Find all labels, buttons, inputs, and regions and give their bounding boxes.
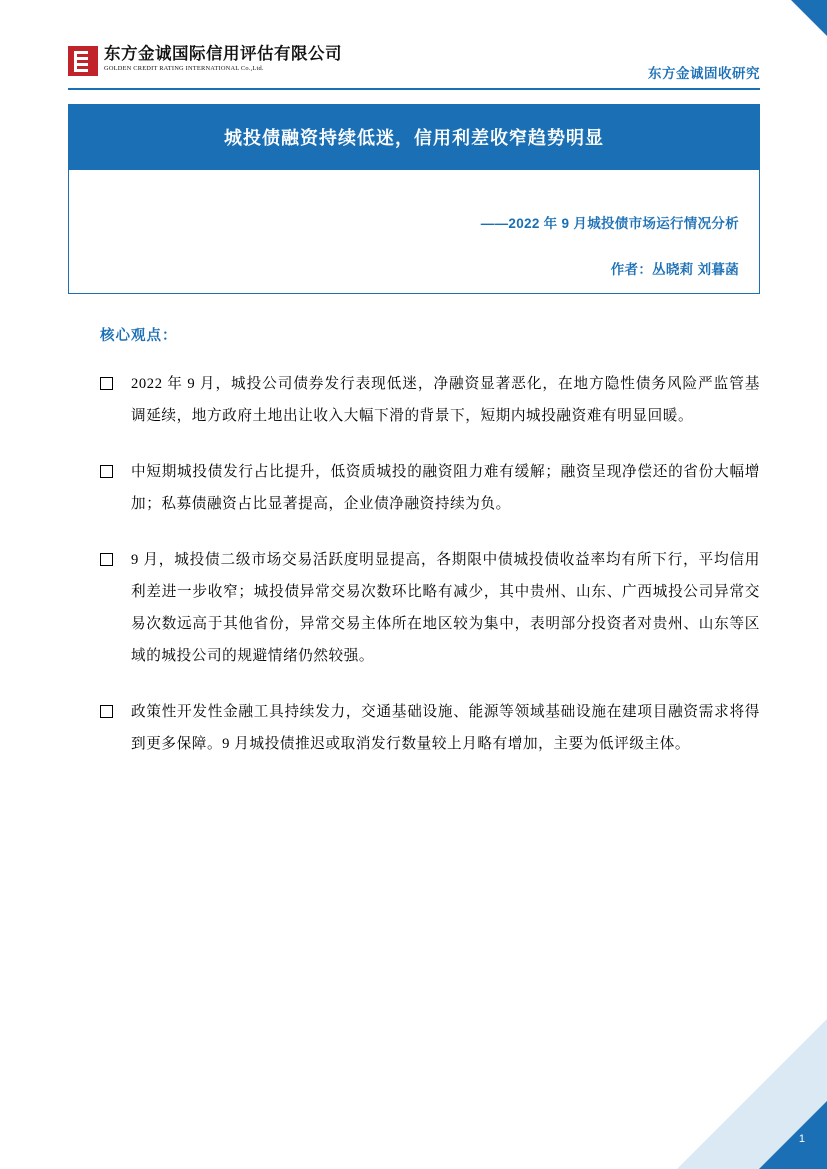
list-item	[100, 456, 760, 520]
list-item-text: 2022 年 9 月，城投公司债券发行表现低迷，净融资显著恶化，在地方隐性债务风险严监管基调延续，地方政府土地出让收入大幅下滑的背景下，短期内城投融资难有明显回暖。	[131, 376, 760, 424]
core-points-list	[100, 368, 760, 784]
company-logo	[68, 44, 342, 76]
company-name-cn: 东方金诚国际信用评估有限公司	[104, 44, 342, 63]
header-research-label: 东方金诚固收研究	[648, 66, 760, 81]
corner-decoration-bottom-right-dark	[759, 1101, 827, 1169]
document-subtitle: ——2022 年 9 月城投债市场运行情况分析	[480, 216, 739, 231]
logo-mark-icon	[68, 46, 98, 76]
list-item	[100, 368, 760, 432]
list-item-text: 政策性开发性金融工具持续发力，交通基础设施、能源等领域基础设施在建项目融资需求将得到更多保障。9 月城投债推迟或取消发行数量较上月略有增加，主要为低评级主体。	[131, 704, 760, 752]
document-header	[68, 44, 760, 90]
list-item-text: 中短期城投债发行占比提升，低资质城投的融资阻力难有缓解；融资呈现净偿还的省份大幅增加；私募债融资占比显著提高，企业债净融资持续为负。	[131, 464, 760, 512]
subtitle-box	[68, 170, 760, 294]
corner-decoration-top-right	[791, 0, 827, 36]
checkbox-bullet-icon	[100, 377, 113, 390]
header-divider	[68, 88, 760, 90]
list-item	[100, 544, 760, 672]
checkbox-bullet-icon	[100, 465, 113, 478]
core-points-heading: 核心观点：	[100, 328, 178, 344]
page-title: 城投债融资持续低迷，信用利差收窄趋势明显	[224, 128, 604, 148]
list-item	[100, 696, 760, 760]
page-number: 1	[798, 1133, 805, 1145]
document-title-band	[68, 104, 760, 170]
company-name-en: GOLDEN CREDIT RATING INTERNATIONAL Co.,Ltd.	[104, 65, 264, 72]
document-authors: 作者：丛晓莉 刘暮菡	[610, 262, 739, 277]
list-item-text: 9 月，城投债二级市场交易活跃度明显提高，各期限中债城投债收益率均有所下行，平均信用利差进一步收窄；城投债异常交易次数环比略有减少，其中贵州、山东、广西城投公司异常交易次数远高于其他省份，异常交易主体所在地区较为集中，表明部分投资者对贵州、山东等区域的城投公司的规避情绪仍然较强。	[131, 552, 760, 664]
checkbox-bullet-icon	[100, 553, 113, 566]
checkbox-bullet-icon	[100, 705, 113, 718]
